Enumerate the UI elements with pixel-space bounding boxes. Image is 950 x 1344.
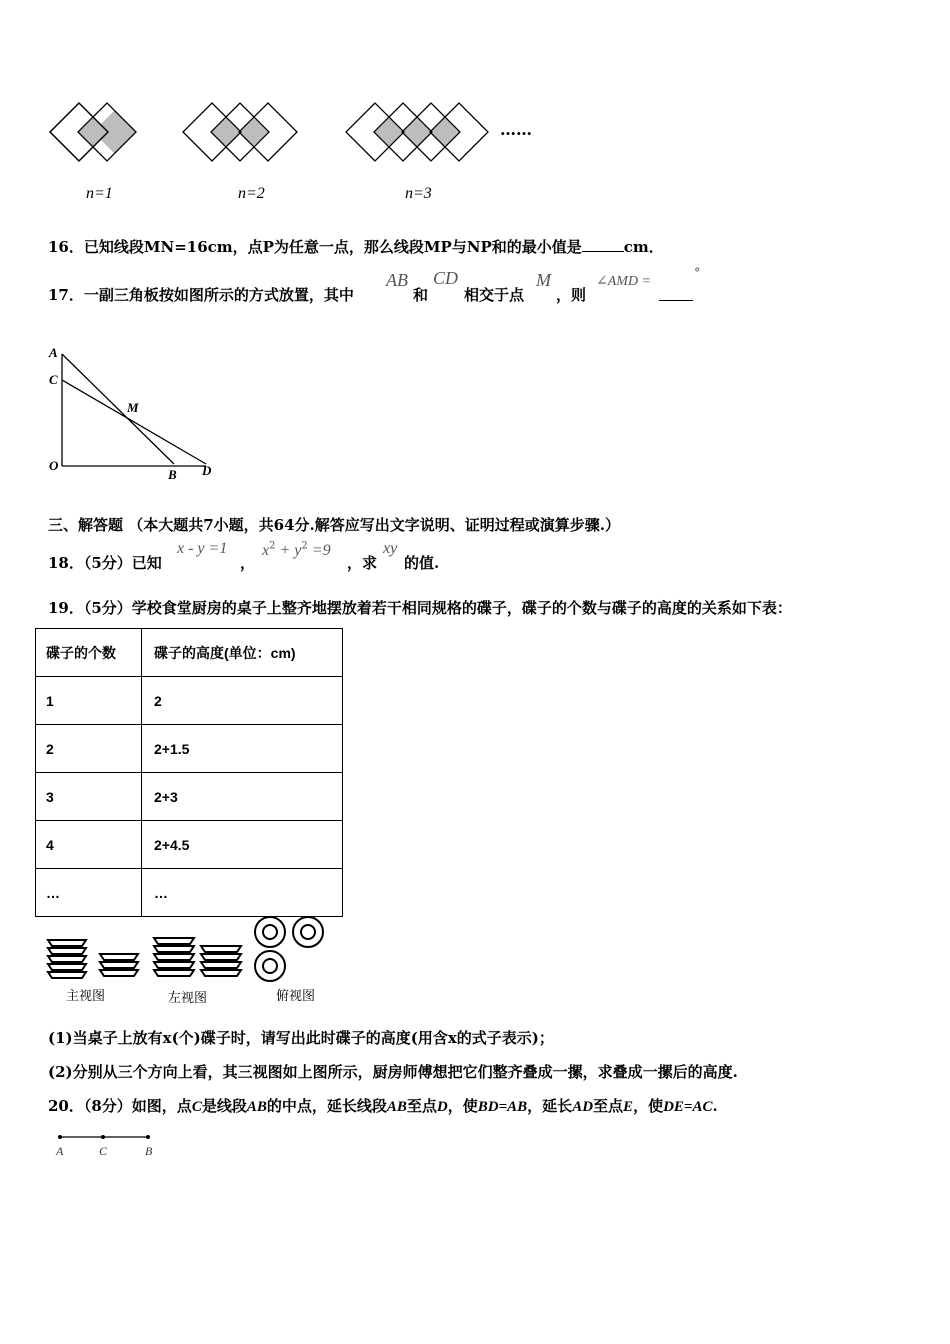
table-header: 碟子的个数: [36, 629, 142, 677]
q20-t4: ，使: [447, 1097, 478, 1115]
q18-eq1: x - y =1: [177, 540, 228, 557]
q20-ab2: AB: [386, 1099, 407, 1115]
table-row: [36, 869, 343, 917]
table-row: [36, 773, 343, 821]
q16-text: 16．已知线段MN=16cm，点P为任意一点，那么线段MP与NP和的最小值是: [48, 238, 582, 256]
left-view-stack: [154, 938, 194, 976]
table-header-row: [36, 629, 343, 677]
label-A: A: [49, 345, 58, 360]
front-view-stack-small: [100, 954, 138, 976]
label-B: B: [168, 467, 177, 482]
q20-ab: AB: [246, 1099, 267, 1115]
q18-eq2-sup1: 2: [269, 540, 276, 552]
table-cell: 2+4.5: [142, 821, 343, 869]
seg-label-A: A: [56, 1144, 64, 1158]
q18-target: xy: [383, 540, 398, 557]
pattern-ellipsis: ……: [500, 120, 532, 139]
left-view-stack-2: [201, 946, 241, 976]
table-cell: 4: [36, 821, 142, 869]
table-row: [36, 677, 343, 725]
seg-label-C: C: [99, 1144, 108, 1158]
pattern-label-n1: n=1: [86, 185, 113, 202]
q18-eq2-end: =9: [307, 542, 331, 559]
q17-point-m: M: [536, 270, 551, 290]
q18-eq2-x: x: [262, 542, 270, 559]
table-cell: …: [36, 869, 142, 917]
question-17: [48, 284, 354, 305]
question-20: [48, 1095, 718, 1116]
table-row: [36, 821, 343, 869]
q20-t8: .: [712, 1097, 718, 1115]
pattern-label-n2: n=2: [238, 185, 265, 202]
table-cell: 2+1.5: [142, 725, 343, 773]
q18-suffix: 的值.: [404, 554, 440, 572]
q20-ad: AD: [572, 1099, 594, 1115]
q20-d: D: [436, 1099, 448, 1115]
q20-t2: 的中点，延长线段: [266, 1097, 387, 1115]
q20-eq2: DE=AC: [663, 1099, 713, 1115]
label-M: M: [127, 400, 139, 415]
q17-mid: 相交于点: [464, 286, 525, 304]
table-cell: 2+3: [142, 773, 343, 821]
diamond-pattern-figure: [40, 95, 560, 215]
view-label-front: 主视图: [66, 989, 106, 1004]
three-views-figure: [42, 915, 342, 990]
q20-num: 20．（8分）如图，点: [48, 1097, 192, 1115]
q16-unit: cm．: [623, 238, 664, 256]
q17-then: ，则: [556, 286, 587, 304]
view-label-top: 俯视图: [276, 989, 316, 1004]
label-O: O: [49, 458, 59, 473]
table-cell: 1: [36, 677, 142, 725]
q20-eq1: BD=AB: [477, 1099, 528, 1115]
q18-eq2: [262, 540, 331, 560]
pattern-label-n3: n=3: [405, 185, 432, 202]
q20-t6: 至点: [593, 1097, 624, 1115]
segment-figure: [50, 1128, 180, 1163]
q17-degree: °: [694, 266, 701, 281]
q18-eq2-y: + y: [275, 542, 302, 559]
q17-seg-ab: AB: [386, 270, 408, 290]
table-header: 碟子的高度(单位：cm): [142, 629, 343, 677]
table-row: [36, 725, 343, 773]
q19-part1: (1)当桌子上放有x(个)碟子时，请写出此时碟子的高度(用含x的式子表示)；: [48, 1029, 554, 1047]
q17-answer-blank: [659, 300, 693, 301]
seg-label-B: B: [145, 1144, 153, 1158]
label-D: D: [202, 463, 212, 478]
q20-t1: 是线段: [201, 1097, 247, 1115]
front-view-stack: [48, 940, 86, 978]
table-cell: …: [142, 869, 343, 917]
q20-t7: ，使: [633, 1097, 664, 1115]
q17-seg-cd: CD: [433, 268, 459, 288]
top-view-circles: [255, 917, 323, 981]
q18-prefix: 18．（5分）已知: [48, 554, 162, 572]
section-3-title: 三、解答题 （本大题共7小题，共64分.解答应写出文字说明、证明过程或演算步骤.）: [48, 516, 620, 534]
plate-height-table: [35, 628, 343, 917]
q20-t3: 至点: [406, 1097, 437, 1115]
q16-answer-blank: [582, 237, 624, 252]
q18-comma: ，: [240, 554, 256, 572]
q20-e: E: [623, 1099, 634, 1115]
q20-c: C: [191, 1099, 202, 1115]
pattern-n2: [183, 103, 297, 161]
q17-and: 和: [413, 286, 429, 304]
q20-t5: ，延长: [527, 1097, 573, 1115]
pattern-n3: [346, 103, 488, 161]
question-16: [48, 236, 664, 257]
q18-ask: ，求: [347, 554, 378, 572]
triangle-figure: [40, 340, 240, 485]
q17-angle: ∠AMD =: [596, 274, 652, 289]
label-C: C: [49, 372, 58, 387]
q18-eq2-sup2: 2: [301, 540, 308, 552]
table-cell: 2: [36, 725, 142, 773]
table-cell: 2: [142, 677, 343, 725]
view-label-left: 左视图: [168, 991, 208, 1006]
table-cell: 3: [36, 773, 142, 821]
q19-part2: (2)分别从三个方向上看，其三视图如上图所示，厨房师傅想把它们整齐叠成一摞，求叠成一摞后的高度.: [48, 1063, 738, 1081]
question-19: 19．（5分）学校食堂厨房的桌子上整齐地摆放着若干相同规格的碟子，碟子的个数与碟子的高度的关系如下表：: [48, 599, 792, 617]
q17-prefix: 17．一副三角板按如图所示的方式放置，其中: [48, 286, 354, 304]
